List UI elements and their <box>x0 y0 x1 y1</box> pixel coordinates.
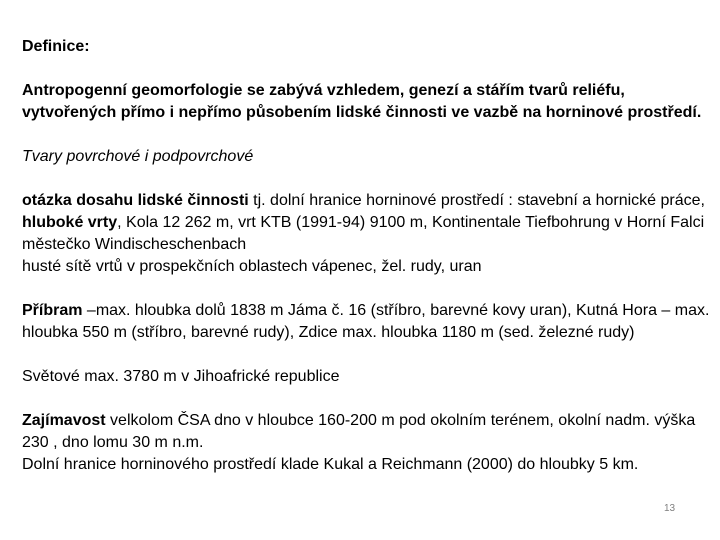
page-number: 13 <box>664 503 676 514</box>
borehole-network-line: husté sítě vrtů v prospekčních oblastech vápenec, žel. rudy, uran <box>22 258 482 275</box>
lower-limit-line: Dolní hranice horninového prostředí klade Kukal a Reichmann (2000) do hloubky 5 km. <box>22 456 639 473</box>
forms-text: Tvary povrchové i podpovrchové <box>22 148 254 165</box>
depth-text-1: tj. dolní hranice horninové prostředí : stavební a hornické práce, <box>248 192 705 209</box>
pribram-paragraph <box>22 300 712 344</box>
definition-text: Antropogenní geomorfologie se zabývá vzhledem, genezí a stářím tvarů reliéfu, vytvořených přímo i nepřímo působením lidské činnosti ve vazbě na horninové prostředí. <box>22 82 702 121</box>
pribram-text: –max. hloubka dolů 1838 m Jáma č. 16 (stříbro, barevné kovy uran), Kutná Hora – max. hloubka 550 m (stříbro, barevné rudy), Zdice max. hloubka 1180 m (sed. železné rudy) <box>22 302 710 341</box>
depth-text-2: , Kola 12 262 m, vrt KTB (1991-94) 9100 m, Kontinentale Tiefbohrung v Horní Falci městečko Windischeschenbach <box>22 214 705 253</box>
depth-bold-lead: otázka dosahu lidské činnosti <box>22 192 249 209</box>
deep-boreholes-label: hluboké vrty <box>22 214 118 231</box>
slide-content <box>22 36 712 476</box>
interesting-text: velkolom ČSA dno v hloubce 160-200 m pod okolním terénem, okolní nadm. výška 230 , dno lomu 30 m n.m. <box>22 412 696 451</box>
definition-heading: Definice: <box>22 38 90 55</box>
interesting-bold-lead: Zajímavost <box>22 412 106 429</box>
interesting-paragraph <box>22 410 712 454</box>
depth-paragraph <box>22 190 712 256</box>
pribram-bold-lead: Příbram <box>22 302 83 319</box>
world-max-line: Světové max. 3780 m v Jihoafrické republice <box>22 368 340 385</box>
